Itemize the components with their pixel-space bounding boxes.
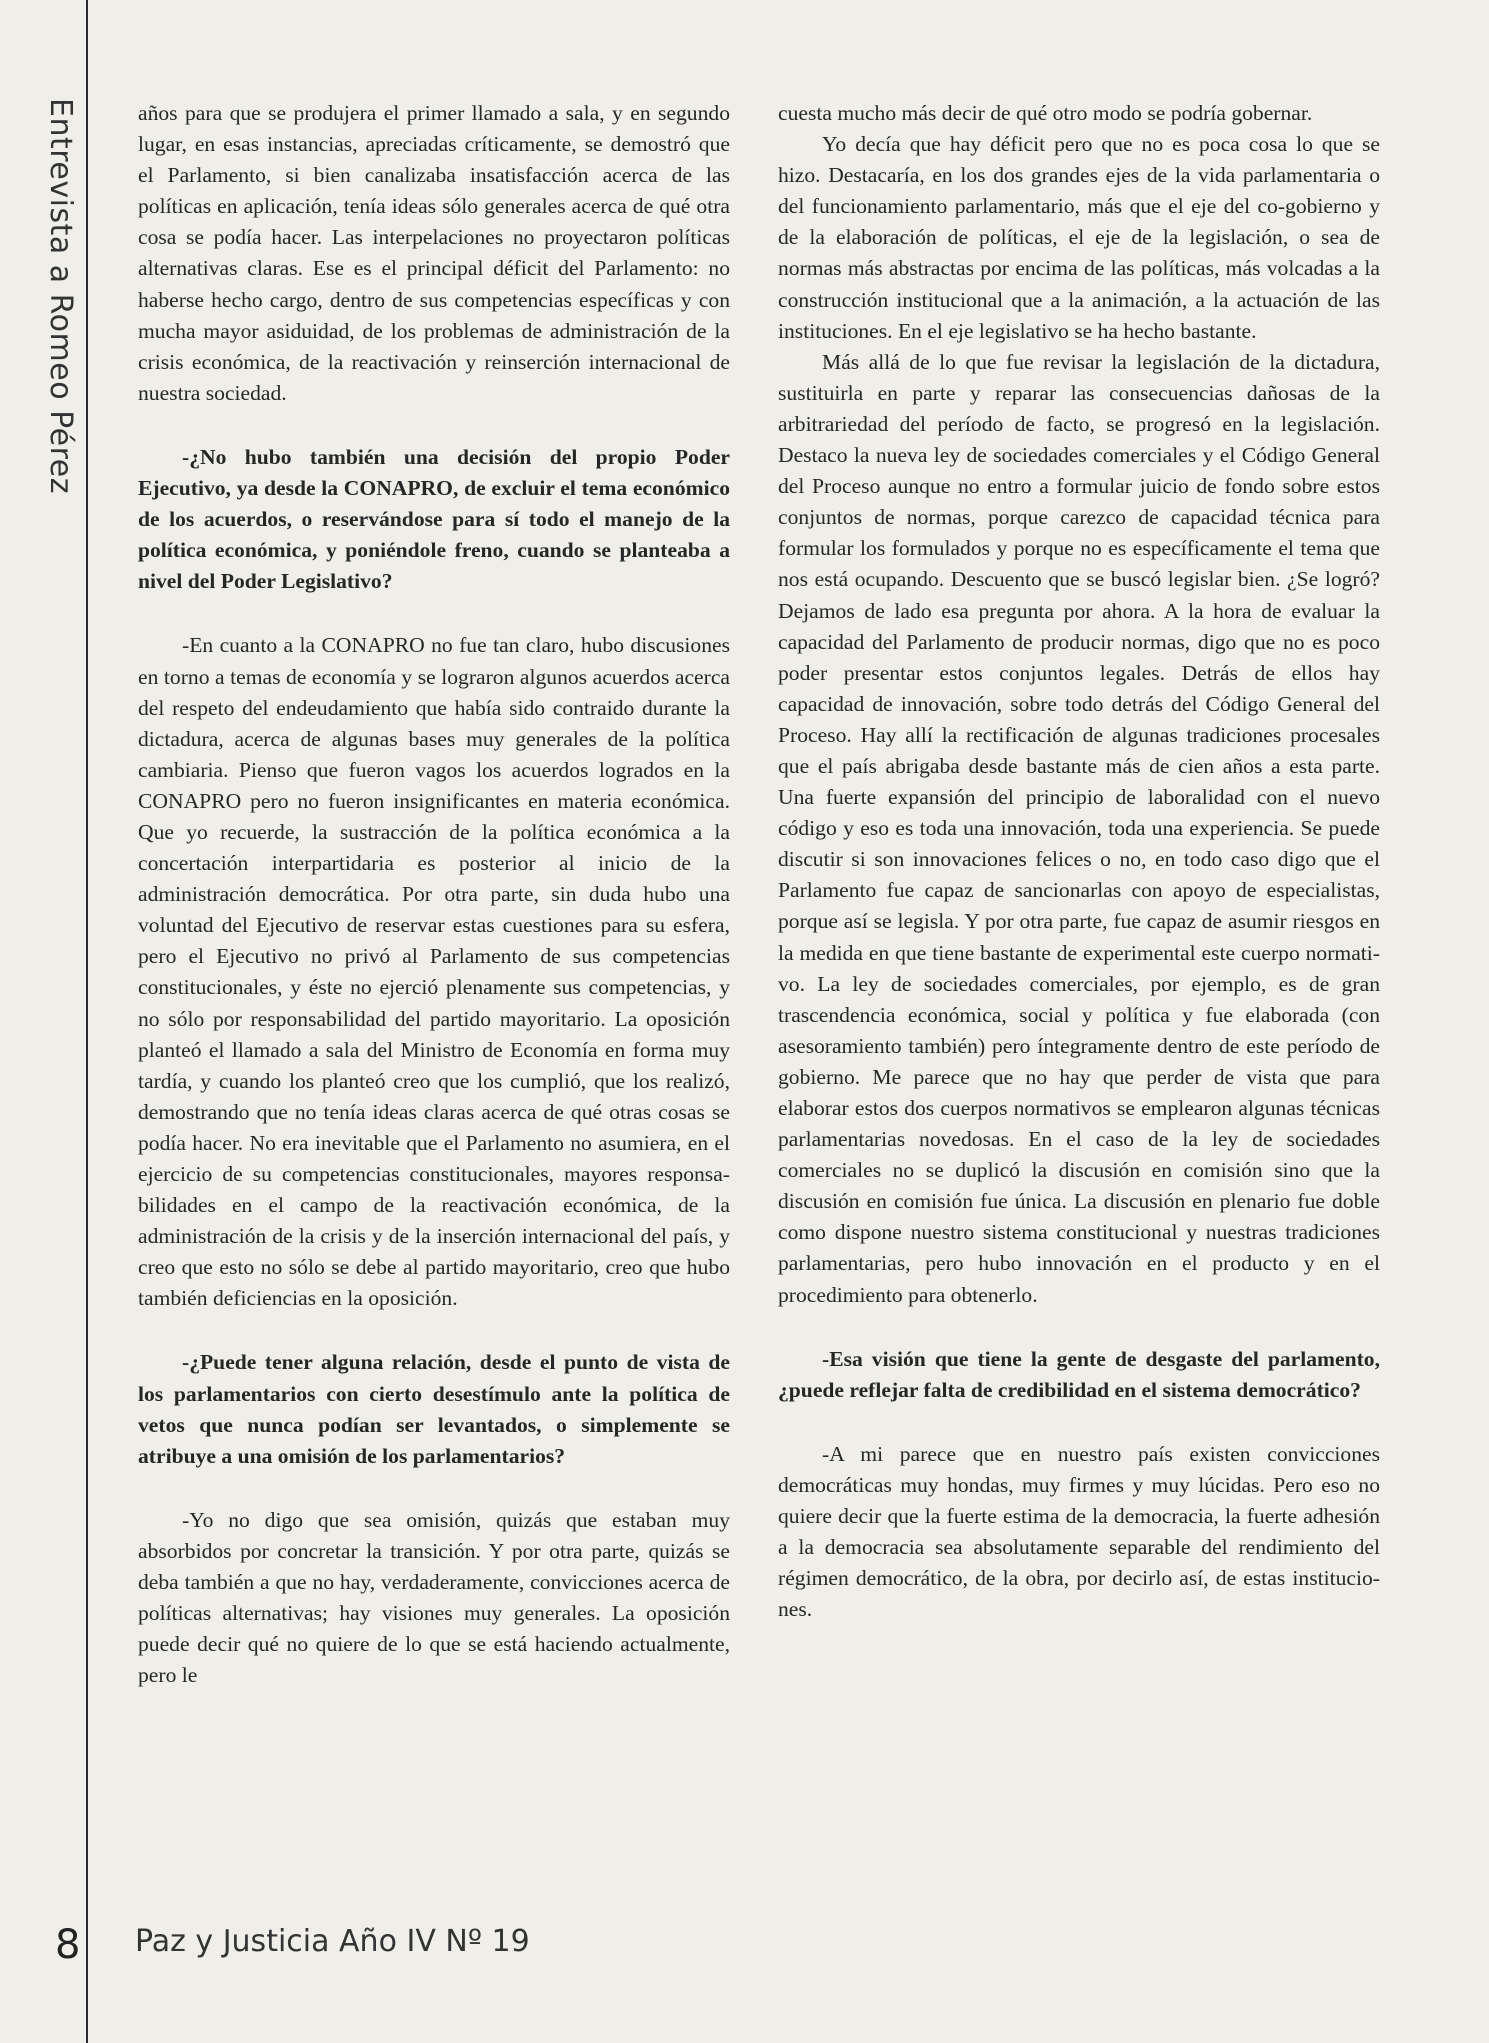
paragraph: Yo decía que hay déficit pero que no es poca cosa lo que se hizo. Destacaría, en los dos grandes ejes de la vida parlamentaria o del funcionamiento parlamentario, más que el eje del co-gobierno y de la elaboración de políticas, el eje de la legislación, o sea de normas más abstractas por encima de las políticas, más volcadas a la construcción institucional que a la animación, a la actuación de las instituciones. En el eje legislativo se ha hecho bastante. bbox=[778, 132, 1380, 343]
margin-rule bbox=[86, 0, 88, 2043]
right-column bbox=[778, 98, 1380, 1625]
left-column bbox=[138, 98, 730, 1691]
interview-question: -¿Puede tener alguna relación, desde el punto de vista de los parlamentarios con cierto desestímulo ante la política de vetos que nunca podían ser levantados, o simplemente se atribuye a una omisión de los parlamentarios? bbox=[138, 1350, 730, 1468]
interview-question: -¿No hubo también una decisión del propio Poder Ejecutivo, ya desde la CONAPRO, de excluir el tema económico de los acuerdos, o reservándose para sí todo el manejo de la política económica, y poniéndole freno, cuando se planteaba a nivel del Poder Legislativo? bbox=[138, 444, 730, 594]
page-number: 8 bbox=[55, 1922, 81, 1968]
paragraph: años para que se produjera el primer llamado a sala, y en segundo lugar, en esas instancias, apreciadas críticamente, se demostró que el Parlamento, si bien canalizaba insatisfacción acerca de las políticas en aplicación, tenía ideas sólo generales acerca de qué otra cosa se podía hacer. Las interpelaciones no proyectaron políticas alternativas claras. Ese es el principal déficit del Parlamento: no haberse hecho cargo, dentro de sus competencias específicas y con mucha mayor asiduidad, de los problemas de administración de la crisis económica, de la reactivación y reinserción internacional de nuestra sociedad. bbox=[138, 101, 730, 405]
paragraph: Más allá de lo que fue revisar la legislación de la dictadura, sustituirla en parte y reparar las consecuencias dañosas de la arbitrariedad del período de facto, se progresó en la legislación. Destaco la nueva ley de sociedades comerciales y el Código General del Proceso aunque no entro a formular juicio de fondo sobre estos conjuntos de normas, porque carezco de capacidad técnica para formular los formulados y porque no es específicamente el tema que nos está ocupando. Descuento que se buscó legislar bien. ¿Se logró? Dejamos de lado esa pregunta por ahora. A la hora de evaluar la capacidad del Parlamento de producir normas, digo que no es poco poder presentar estos conjuntos legales. Detrás de ellos hay capacidad de innovación, sobre todo detrás del Código General del Proceso. Hay allí la rectificación de algunas tradiciones procesales que el país abrigaba desde bastante más de cien años a esta parte. Una fuerte expansión del principio de laboralidad con el nuevo código y eso es toda una innovación, toda una experiencia. Se puede discutir si son innovaciones felices o no, en todo caso digo que el Parlamento fue capaz de sancionarlas con apoyo de especialistas, porque así se legisla. Y por otra parte, fue capaz de asumir riesgos en la medida en que tiene bastante de experimental este cuerpo normativo. La ley de sociedades comerciales, por ejemplo, es de gran trascendencia económica, social y política y fue elaborada (con asesoramiento también) pero íntegramente dentro de este período de gobierno. Me parece que no hay que perder de vista que para elaborar estos dos cuerpos normativos se emplearon algunas técnicas parlamentarias novedosas. En el caso de la ley de sociedades comerciales no se duplicó la discusión en comisión sino que la discusión en comisión fue única. La discusión en plenario fue doble como dispone nuestro sistema constitucional y nuestras tradiciones parlamentarias, pero hubo innovación en el producto y en el procedimiento para obtenerlo. bbox=[778, 349, 1380, 1307]
paragraph: cuesta mucho más decir de qué otro modo se podría gobernar. bbox=[778, 101, 1313, 125]
running-title: Entrevista a Romeo Pérez bbox=[43, 98, 78, 494]
interview-answer: -Yo no digo que sea omisión, quizás que estaban muy absorbidos por concretar la transición. Y por otra parte, quizás se deba también a que no hay, verdaderamente, convicciones acerca de políticas alternativas; hay visiones muy generales. La oposición puede decir qué no quiere de lo que se está haciendo actualmente, pero le bbox=[138, 1507, 730, 1688]
interview-question: -Esa visión que tiene la gente de desgaste del parlamento, ¿puede reflejar falta de credibilidad en el sistema democrático? bbox=[778, 1346, 1380, 1402]
interview-answer: -A mi parece que en nuestro país existen convicciones democráticas muy hondas, muy firmes y muy lúcidas. Pero eso no quiere decir que la fuerte estima de la democracia, la fuerte adhesión a la democracia sea absolutamente separable del rendimiento del régimen democrático, de la obra, por decirlo así, de estas instituciones. bbox=[778, 1441, 1380, 1622]
publication-footer: Paz y Justicia Año IV Nº 19 bbox=[135, 1924, 530, 1959]
interview-answer: -En cuanto a la CONAPRO no fue tan claro, hubo discusiones en torno a temas de economía y se lograron algunos acuerdos acerca del respeto del endeudamiento que había sido contraido durante la dictadura, acerca de algunas bases muy generales de la política cambiaria. Pienso que fueron vagos los acuerdos logrados en la CONAPRO pero no fueron insignificantes en materia económica. Que yo recuerde, la sustracción de la política económica a la concertación interpartidaria es posterior al inicio de la administración democrática. Por otra parte, sin duda hubo una voluntad del Ejecutivo de reservar estas cuestiones para su esfera, pero el Ejecutivo no privó al Parlamento de sus competencias constitucionales, y éste no ejerció plenamente sus competencias, y no sólo por responsabilidad del partido mayoritario. La oposición planteó el llamado a sala del Ministro de Economía en forma muy tardía, y cuando los planteó creo que los cumplió, que los realizó, demostrando que no tenía ideas claras acerca de qué otras cosas se podía hacer. No era inevitable que el Parlamento no asumiera, en el ejercicio de su competencias constitucionales, mayores responsabilidades en el campo de la reactivación económica, de la administración de la crisis y de la inserción internacional del país, y creo que esto no sólo se debe al partido mayoritario, creo que hubo también deficiencias en la oposición. bbox=[138, 633, 730, 1311]
